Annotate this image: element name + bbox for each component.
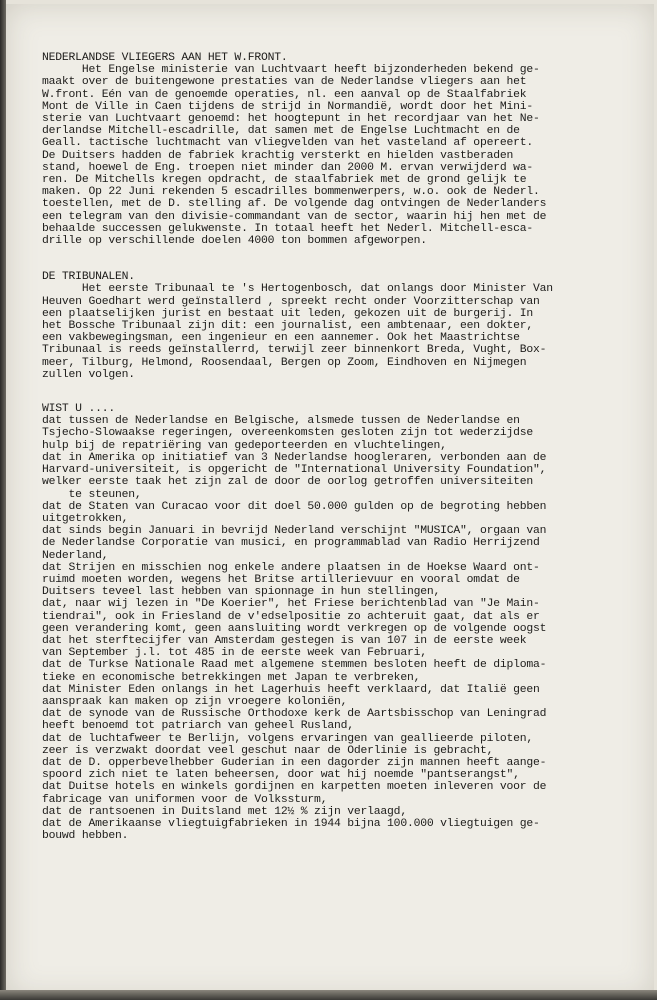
text-line: sterie van Luchtvaart genoemd: het hoogtepunt in het recordjaar van het Ne- bbox=[42, 113, 540, 126]
text-line: maakt over de buitengewone prestaties van de Nederlandse vliegers aan het bbox=[42, 76, 527, 89]
section-paragraph bbox=[42, 64, 642, 247]
text-line: dat Duitse hotels en winkels gordijnen en karpetten moeten inleveren voor de bbox=[42, 781, 547, 794]
text-line: heeft benoemd tot patriarch van geheel Rusland, bbox=[42, 720, 354, 733]
text-line: drille op verschillende doelen 4000 ton bommen afgeworpen. bbox=[42, 235, 427, 248]
text-line: Geall. tactische luchtmacht van vliegvelden van het vasteland af opereert. bbox=[42, 137, 534, 150]
text-line: Nederland, bbox=[42, 549, 109, 562]
text-line: maken. Op 22 Juni rekenden 5 escadrilles bommenwerpers, w.o. ook de Nederl. bbox=[42, 186, 540, 199]
text-line: ruimd moeten worden, wegens het Britse artillerievuur en vooral omdat de bbox=[42, 573, 520, 586]
text-line: Het eerste Tribunaal te 's Hertogenbosch, dat onlangs door Minister Van bbox=[42, 283, 553, 296]
text-line: Het Engelse ministerie van Luchtvaart heeft bijzonderheden bekend ge- bbox=[42, 64, 540, 77]
text-line: Harvard-universiteit, is opgericht de "International University Foundation", bbox=[42, 464, 547, 477]
text-line: dat tussen de Nederlandse en Belgische, alsmede tussen de Nederlandse en bbox=[42, 415, 520, 428]
text-line: aanspraak kan maken op zijn vroegere koloniën, bbox=[42, 695, 348, 708]
text-line: te steunen, bbox=[42, 488, 142, 501]
scan-bottom-edge bbox=[0, 990, 657, 1000]
text-line: dat de Amerikaanse vliegtuigfabrieken in 1944 bijna 100.000 vliegtuigen ge- bbox=[42, 817, 540, 830]
text-line: tiendrai", ook in Friesland de v'edselpositie zo achteruit gaat, dat als er bbox=[42, 610, 540, 623]
text-line: meer, Tilburg, Helmond, Roosendaal, Bergen op Zoom, Eindhoven en Nijmegen bbox=[42, 356, 527, 369]
text-line: behaalde successen gelukwenste. In totaal heeft het Nederl. Mitchell-esca- bbox=[42, 222, 534, 235]
section-wist-u bbox=[42, 403, 642, 842]
text-line: fabricage van uniformen voor de Volkssturm, bbox=[42, 793, 328, 806]
text-line: dat de synode van de Russische Orthodoxe kerk de Aartsbisschop van Leningrad bbox=[42, 708, 547, 721]
text-line: een plaatselijken jurist en bestaat uit leden, gekozen uit de burgerij. In bbox=[42, 307, 534, 320]
document-body bbox=[42, 52, 642, 842]
section-vliegers bbox=[42, 52, 642, 247]
text-line: Mont de Ville in Caen tijdens de strijd in Normandië, wordt door het Mini- bbox=[42, 100, 534, 113]
text-line: ren. De Mitchells kregen opdracht, de staalfabriek met de grond gelijk te bbox=[42, 174, 527, 187]
text-line: dat Strijen en misschien nog enkele andere plaatsen in de Hoekse Waard ont- bbox=[42, 561, 540, 574]
text-line: derlandse Mitchell-escadrille, dat samen met de Engelse Luchtmacht en de bbox=[42, 125, 520, 138]
text-line: dat sinds begin Januari in bevrijd Nederland verschijnt "MUSICA", orgaan van bbox=[42, 525, 547, 538]
section-heading: NEDERLANDSE VLIEGERS AAN HET W.FRONT. bbox=[42, 52, 288, 64]
text-line: dat de rantsoenen in Duitsland met 12½ % zijn verlaagd, bbox=[42, 805, 407, 818]
section-heading: WIST U .... bbox=[42, 403, 115, 416]
text-line: de Nederlandse Corporatie van musici, en programmablad van Radio Herrijzend bbox=[42, 537, 540, 550]
text-line: stand, hoewel de Eng. troepen niet minder dan 2000 M. ervan verwijderd wa- bbox=[42, 161, 534, 174]
text-line: dat het sterftecijfer van Amsterdam gestegen is van 107 in de eerste week bbox=[42, 634, 527, 647]
text-line: zeer is verzwakt doordat veel geschut naar de Oderlinie is gebracht, bbox=[42, 744, 494, 757]
section-tribunalen bbox=[42, 271, 642, 381]
text-line: dat, naar wij lezen in "De Koerier", het Friese berichtenblad van "Je Main- bbox=[42, 598, 540, 611]
text-line: Duitsers teveel last hebben van spionnage in hun stellingen, bbox=[42, 586, 441, 599]
text-line: welker eerste taak het zijn zal de door de oorlog getroffen universiteiten bbox=[42, 476, 534, 489]
text-line: De Duitsers hadden de fabriek krachtig versterkt en hielden vastberaden bbox=[42, 149, 514, 162]
text-line: dat de Turkse Nationale Raad met algemene stemmen besloten heeft de diploma- bbox=[42, 659, 547, 672]
text-line: Heuven Goedhart werd geïnstallerd , spreekt recht onder Voorzitterschap van bbox=[42, 295, 540, 308]
text-line: dat Minister Eden onlangs in het Lagerhuis heeft verklaard, dat Italië geen bbox=[42, 683, 540, 696]
text-line: spoord zich niet te laten beheersen, door wat hij noemde "pantserangst", bbox=[42, 769, 520, 782]
text-line: Tribunaal is reeds geïnstallerrd, terwijl zeer binnenkort Breda, Vught, Box- bbox=[42, 344, 547, 357]
text-line: geen verandering komt, geen aansluiting wordt verkregen op de volgende oogst bbox=[42, 622, 547, 635]
section-paragraph bbox=[42, 415, 642, 842]
text-line: tieke en economische betrekkingen met Japan te verbreken, bbox=[42, 671, 421, 684]
text-line: toestellen, met de D. stelling af. De volgende dag ontvingen de Nederlanders bbox=[42, 198, 547, 211]
text-line: uitgetrokken, bbox=[42, 512, 129, 525]
text-line: dat de D. opperbevelhebber Guderian in een dagorder zijn mannen heeft aange- bbox=[42, 756, 547, 769]
text-line: een vakbewegingsman, een ingenieur en een aannemer. Ook het Maastrichtse bbox=[42, 332, 520, 345]
text-line: bouwd hebben. bbox=[42, 830, 129, 843]
text-line: dat in Amerika op initiatief van 3 Nederlandse hoogleraren, verbonden aan de bbox=[42, 451, 547, 464]
text-line: W.front. Eén van de genoemde operaties, nl. een aanval op de Staalfabriek bbox=[42, 88, 527, 101]
text-line: dat de Staten van Curacao voor dit doel 50.000 gulden op de begroting hebben bbox=[42, 500, 547, 513]
text-line: zullen volgen. bbox=[42, 368, 135, 381]
section-paragraph bbox=[42, 283, 642, 381]
text-line: van September j.l. tot 485 in de eerste week van Februari, bbox=[42, 647, 427, 660]
section-heading: DE TRIBUNALEN. bbox=[42, 271, 135, 284]
text-line: dat de luchtafweer te Berlijn, volgens ervaringen van geallieerde piloten, bbox=[42, 732, 534, 745]
text-line: hulp bij de repatriëring van gedeporteerden en vluchtelingen, bbox=[42, 439, 447, 452]
text-line: het Bossche Tribunaal zijn dit: een journalist, een ambtenaar, een dokter, bbox=[42, 320, 534, 333]
text-line: Tsjecho-Slowaakse regeringen, overeenkomsten gesloten zijn tot wederzijdse bbox=[42, 427, 534, 440]
text-line: een telegram van den divisie-commandant van de sector, waarin hij hen met de bbox=[42, 210, 547, 223]
